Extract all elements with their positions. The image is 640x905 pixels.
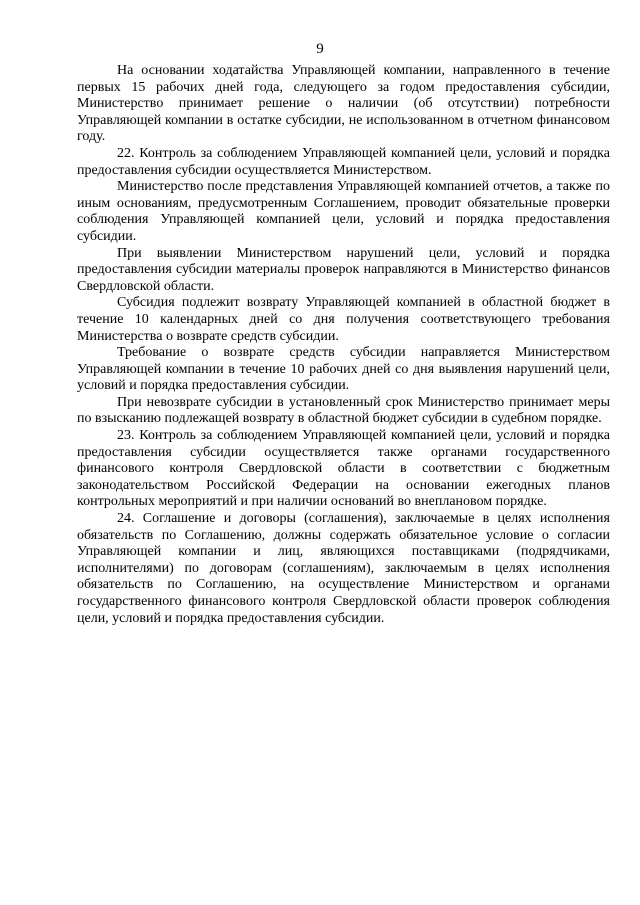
paragraph-clause-22: 22. Контроль за соблюдением Управляющей компанией цели, условий и порядка предоставления субсидии осуществляется Министерством. bbox=[77, 145, 610, 178]
paragraph-return-requirement: Требование о возврате средств субсидии направляется Министерством Управляющей компании в течение 10 рабочих дней со дня выявления нарушений цели, условий и порядка предоставления субсидии. bbox=[77, 345, 610, 394]
paragraph-violations: При выявлении Министерством нарушений цели, условий и порядка предоставления субсидии материалы проверок направляются в Министерство финансов Свердловской области. bbox=[77, 245, 610, 294]
paragraph-clause-23: 23. Контроль за соблюдением Управляющей компанией цели, условий и порядка предоставления субсидии осуществляется также органами государственного финансового контроля Свердловской области в соответствии с бюджетным законодательством Российской Федерации на основании ежегодных планов контрольных мероприятий и при наличии оснований во внеплановом порядке. bbox=[77, 428, 610, 510]
paragraph-return-subsidy: Субсидия подлежит возврату Управляющей компанией в областной бюджет в течение 10 календарных дней со дня получения соответствующего требования Министерства о возврате средств субсидии. bbox=[77, 295, 610, 344]
paragraph-non-return: При невозврате субсидии в установленный срок Министерство принимает меры по взысканию подлежащей возврату в областной бюджет субсидии в судебном порядке. bbox=[77, 394, 610, 427]
paragraph-clause-24: 24. Соглашение и договоры (соглашения), заключаемые в целях исполнения обязательств по Соглашению, должны содержать обязательное условие о согласии Управляющей компании и лиц, являющихся поставщиками (подрядчиками, исполнителями) по договорам (соглашениям), заключаемым в целях исполнения обязательств по Соглашению, на осуществление Министерством и органами государственного финансового контроля Свердловской области проверок соблюдения цели, условий и порядка предоставления субсидии. bbox=[77, 511, 610, 626]
page-number: 9 bbox=[316, 41, 324, 57]
document-body bbox=[77, 63, 610, 627]
paragraph-mandatory-checks: Министерство после представления Управляющей компанией отчетов, а также по иным основаниям, предусмотренным Соглашением, проводит обязательные проверки соблюдения Управляющей компанией цели, условий и порядка предоставления субсидии. bbox=[77, 179, 610, 244]
paragraph-subsidy-remainder: На основании ходатайства Управляющей компании, направленного в течение первых 15 рабочих дней года, следующего за годом предоставления субсидии, Министерство принимает решение о наличии (об отсутствии) потребности Управляющей компании в остатке субсидии, не использованном в отчетном финансовом году. bbox=[77, 63, 610, 145]
